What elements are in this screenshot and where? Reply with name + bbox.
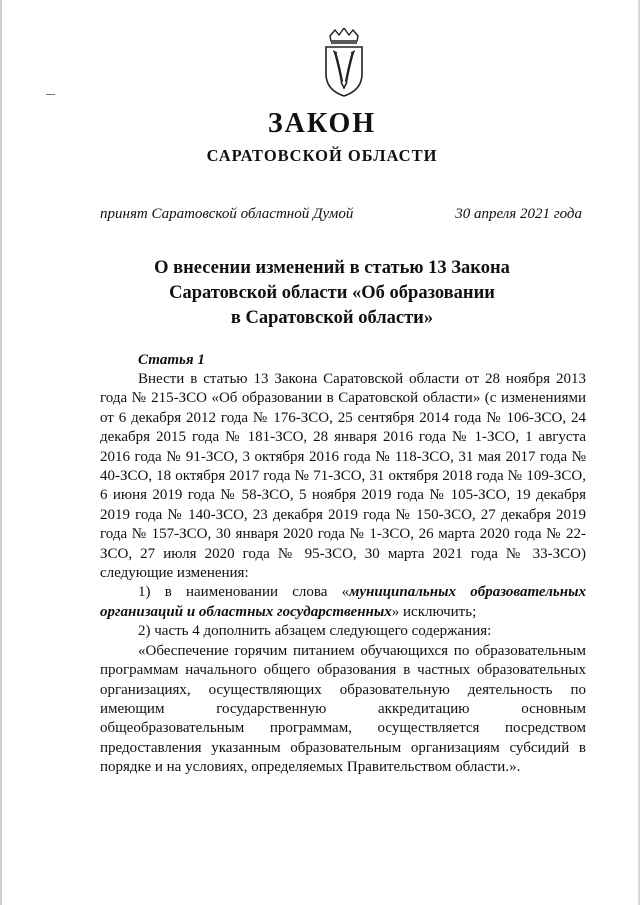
adopted-by: принят Саратовской областной Думой <box>100 206 354 222</box>
adopted-date: 30 апреля 2021 года <box>455 206 582 222</box>
article-item-1 <box>100 583 586 622</box>
margin-mark <box>46 94 55 95</box>
article-item-2: 2) часть 4 дополнить абзацем следующего содержания: <box>138 623 492 640</box>
document-title-line: О внесении изменений в статью 13 Закона <box>154 258 510 278</box>
document-title-line: в Саратовской области» <box>230 308 434 328</box>
item-1-suffix: » исключить; <box>391 603 477 620</box>
article-quote: «Обеспечение горячим питанием обучающихся по образовательным программам начального общего образования в частных образовательных организациях, осуществляющих образовательную деятельность по имеющим государственную аккредитацию основным общеобразовательным программам, осуществляется посредством предоставления указанным образовательным организациям субсидий в порядке и на условиях, определяемых Правительством области.». <box>100 642 586 776</box>
item-1-emphasis: муниципальных образовательных организаций и областных государственных <box>100 584 586 620</box>
item-1-prefix: 1) в наименовании слова « <box>138 584 350 601</box>
article-label: Статья 1 <box>138 352 205 368</box>
article-body <box>100 370 586 778</box>
article-intro: Внести в статью 13 Закона Саратовской области от 28 ноября 2013 года № 215-ЗСО «Об образовании в Саратовской области» (с изменениями от 6 декабря 2012 года № 176-ЗСО, 25 сентября 2014 года № 106-ЗСО, 24 декабря 2015 года № 181-ЗСО, 28 января 2016 года № 1-ЗСО, 1 августа 2016 года № 91-ЗСО, 3 октября 2016 года № 118-ЗСО, 31 мая 2017 года № 40-ЗСО, 18 октября 2017 года № 71-ЗСО, 31 октября 2018 года № 109-ЗСО, 6 июня 2019 года № 58-ЗСО, 5 ноября 2019 года № 105-ЗСО, 19 декабря 2019 года № 140-ЗСО, 23 декабря 2019 года № 150-ЗСО, 27 декабря 2019 года № 157-ЗСО, 30 января 2020 года № 1-ЗСО, 26 марта 2020 года № 22-ЗСО, 27 июля 2020 года № 95-ЗСО, 30 марта 2021 года № 33-ЗСО) следующие изменения: <box>100 371 586 582</box>
law-title: ЗАКОН <box>267 108 377 139</box>
document-title-line: Саратовской области «Об образовании <box>169 283 495 303</box>
region-name: САРАТОВСКОЙ ОБЛАСТИ <box>206 146 438 165</box>
document-title <box>102 256 562 331</box>
saratov-coat-of-arms-icon <box>322 28 366 98</box>
